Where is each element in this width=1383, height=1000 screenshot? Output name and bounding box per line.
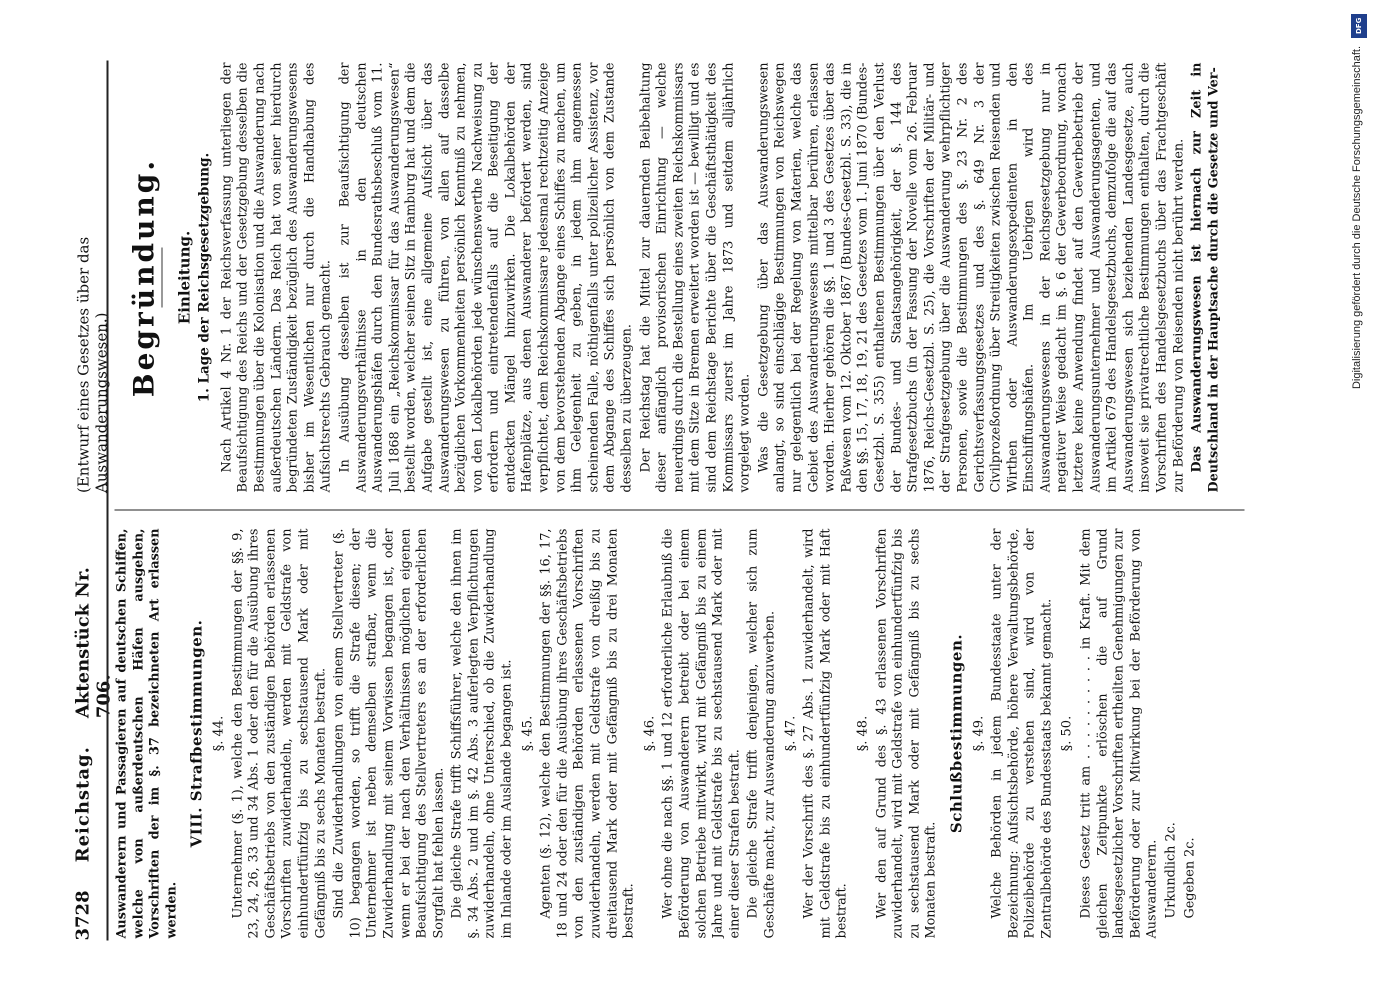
document-reference: Aktenstück Nr. 706. bbox=[72, 566, 114, 718]
paragraph-44-text-3: Die gleiche Strafe trifft Schiffsführer, welche den ihnen im §. 34 Abs. 2 und im §. 42 Abs. 3 auferlegten Verpflichtungen zuwiderhandeln, ohne Unterschied, ob die Zuwiderhandlung im Inlande oder im Auslande begangen ist. bbox=[449, 528, 515, 938]
paragraph-49-text: Welche Behörden in jedem Bundesstaate unter der Bezeichnung: Aufsichtsbehörde, höhere Verwaltungsbehörde, Polizeibehörde zu verstehen sind, wird von der Zentralbehörde des Bundesstaats bekannt gemacht. bbox=[989, 528, 1054, 938]
begruendung-paragraph-3: Der Reichstag hat die Mittel zur dauernden Beibehaltung dieser anfänglich provisorischen Einrichtung — welche neuerdings durch die Bestellung eines zweiten Reichskommissars mit dem Sitze in Bremen erweitert worden ist — bewilligt und es sind dem Reichstage Berichte über die Geschäftsthätigkeit des Kommissars zuerst im Jahre 1873 und seitdem alljährlich vorgelegt worden. bbox=[637, 62, 753, 492]
paragraph-heading-45: §. 45. bbox=[519, 715, 535, 751]
column-divider bbox=[114, 509, 1244, 510]
paragraph-heading-48: §. 48. bbox=[854, 715, 870, 751]
dfg-logo: DFG bbox=[1351, 14, 1367, 38]
einleitung-heading: Einleitung. bbox=[174, 230, 193, 324]
document-title: (Entwurf eines Gesetzes über das Auswanderungswesen.) bbox=[74, 236, 110, 493]
digitization-note bbox=[1349, 8, 1369, 960]
closing-formula-2: Gegeben 2c. bbox=[1181, 836, 1197, 918]
paragraph-46-text-1: Wer ohne die nach §§. 1 und 12 erforderliche Erlaubniß die Beförderung von Auswanderern betreibt oder bei einem solchen Betriebe mitwirkt, wird mit Gefängniß bis zu einem Jahre und mit Geldstrafe bis zu sechstausend Mark oder mit einer dieser Strafen bestraft. bbox=[660, 528, 742, 938]
section-heading-strafbestimmungen: VIII. Strafbestimmungen. bbox=[187, 619, 206, 847]
begruendung-paragraph-5: Das Auswanderungswesen ist hiernach zur Zeit in Deutschland in der Hauptsache durch die Gesetze und Ver- bbox=[1189, 62, 1221, 492]
heading-rule bbox=[161, 247, 162, 307]
paragraph-44-text-1: Unternehmer (§. 1), welche den Bestimmungen der §§. 9, 23, 24, 26, 33 und 34 Abs. 1 oder den für die Ausübung ihres Geschäftsbetriebs von den zuständigen Behörden erlassenen Vorschriften zuwiderhandeln, werden mit Geldstrafe von einhundertfünfzig bis zu sechstausend Mark oder mit Gefängniß bis zu sechs Monaten bestraft. bbox=[229, 528, 328, 938]
intro-text: Auswanderern und Passagieren auf deutschen Schiffen, welche von außerdeutschen Häfen ausgehen, Vorschriften der im §. 37 bezeichneten Art erlassen werden. bbox=[114, 528, 179, 938]
paragraph-heading-44: §. 44. bbox=[210, 715, 226, 751]
begruendung-paragraph-4: Was die Gesetzgebung über das Auswanderungswesen anlangt, so sind einschlägige Bestimmungen von Reichswegen nur gelegentlich bei der Regelung von Materien, welche das Gebiet des Auswanderungswesens mittelbar berühren, erlassen worden. Hierher gehören die §§. 1 und 3 des Gesetzes über das Paßwesen vom 12. Oktober 1867 (Bundes-Gesetzbl. S. 33), die in den §§. 15, 17, 18, 19, 21 des Gesetzes vom 1. Juni 1870 (Bundes-Gesetzbl. S. 355) enthaltenen Bestimmungen über den Verlust der Bundes- und Staatsangehörigkeit, der §. 144 des Strafgesetzbuchs (in der Fassung der Novelle vom 26. Februar 1876, Reichs-Gesetzbl. S. 25), die Vorschriften der Militär- und der Strafgesetzgebung über die Auswanderung wehrpflichtiger Personen, sowie die Bestimmungen des §. 23 Nr. 2 des Gerichtsverfassungsgesetzes und des §. 649 Nr. 3 der Civilprozeßordnung über Streitigkeiten zwischen Reisenden und Wirthen oder Auswanderungsexpedienten in den Einschiffungshäfen. Im Uebrigen wird des Auswanderungswesens in der Reichsgesetzgebung nur in negativer Weise gedacht im §. 6 der Gewerbeordnung, wonach letztere keine Anwendung findet auf den Gewerbebetrieb der Auswanderungsunternehmer und Auswanderungsagenten, und im Artikel 679 des Handelsgesetzbuchs, demzufolge die auf das Auswanderungswesen sich beziehenden Landesgesetze, auch insoweit sie privatrechtliche Bestimmungen enthalten, durch die Vorschriften des Handelsgesetzbuchs über das Frachtgeschäft zur Beförderung von Reisenden nicht berührt werden. bbox=[755, 62, 1186, 492]
right-column bbox=[114, 62, 1344, 492]
begruendung-heading: Begründung. bbox=[127, 157, 160, 397]
begruendung-paragraph-2: In Ausübung desselben ist zur Beaufsichtigung der Auswanderungsverhältnisse in den deutschen Auswanderungshäfen durch den Bundesrathsbeschluß vom 11. Juli 1868 ein „Reichskommissar für das Auswanderungswesen“ bestellt worden, welcher seinen Sitz in Hamburg hat und dem die Aufgabe gestellt ist, eine allgemeine Aufsicht über das Auswanderungswesen zu führen, von allen auf dasselbe bezüglichen Vorkommenheiten persönlich Kenntniß zu nehmen, von den Lokalbehörden jede wünschenswerthe Nachweisung zu erfordern und eintretendenfalls auf die Beseitigung der entdeckten Mängel hinzuwirken. Die Lokalbehörden der Hafenplätze, aus denen Auswanderer befördert werden, sind verpflichtet, dem Reichskommissare jedesmal rechtzeitig Anzeige von dem bevorstehenden Abgange eines Schiffes zu machen, um ihm Gelegenheit zu geben, in jedem ihm angemessen scheinenden Falle, nöthigenfalls unter polizeilicher Assistenz, vor dem Abgange des Schiffes sich persönlich von dem Zustande desselben zu überzeugen. bbox=[336, 62, 635, 492]
header-rule bbox=[106, 60, 108, 940]
paragraph-heading-50: §. 50. bbox=[1059, 715, 1075, 751]
publisher-label: Reichstag. bbox=[72, 745, 93, 862]
digitization-note-text: Digitalisierung gefördert durch die Deutsche Forschungsgemeinschaft. bbox=[1351, 46, 1363, 390]
page-number: 3728 bbox=[72, 889, 93, 940]
left-column bbox=[114, 528, 1344, 938]
paragraph-50-text: Dieses Gesetz tritt am . . . . . . . . . . in Kraft. Mit dem gleichen Zeitpunkte erlöschen die auf Grund landesgesetzlicher Vorschriften ertheilten Genehmigungen zur Beförderung oder zur Mitwirkung bei der Beförderung von Auswanderern. bbox=[1078, 528, 1160, 938]
paragraph-45-text: Agenten (§. 12), welche den Bestimmungen der §§. 16, 17, 18 und 24 oder den für die Ausübung ihres Geschäftsbetriebs von den zuständigen Behörden erlassenen Vorschriften zuwiderhandeln, werden mit Geldstrafe von dreißig bis zu dreitausend Mark oder mit Gefängniß bis zu drei Monaten bestraft. bbox=[538, 528, 637, 938]
reichsgesetzgebung-heading: 1. Lage der Reichsgesetzgebung. bbox=[196, 152, 213, 402]
closing-formula-1: Urkundlich 2c. bbox=[1163, 821, 1179, 918]
page-header bbox=[72, 60, 114, 940]
paragraph-48-text: Wer den auf Grund des §. 43 erlassenen Vorschriften zuwiderhandelt, wird mit Geldstrafe von einhundertfünfzig bis zu sechstausend Mark oder mit Gefängniß bis zu sechs Monaten bestraft. bbox=[873, 528, 939, 938]
paragraph-46-text-2: Die gleiche Strafe trifft denjenigen, welcher sich zum Geschäfte macht, zur Auswanderung anzuwerben. bbox=[745, 528, 777, 938]
section-heading-schlussbestimmungen: Schlußbestimmungen. bbox=[946, 633, 965, 833]
paragraph-heading-47: §. 47. bbox=[782, 715, 798, 751]
paragraph-heading-49: §. 49. bbox=[970, 715, 986, 751]
paragraph-44-text-2: Sind die Zuwiderhandlungen von einem Stellvertreter (§. 10) begangen worden, so trifft die Strafe diesen; der Unternehmer ist neben demselben strafbar, wenn die Zuwiderhandlung mit seinem Vorwissen begangen ist, oder wenn er bei der nach den Verhältnissen möglichen eigenen Beaufsichtigung des Stellvertreters es an der erforderlichen Sorgfalt hat fehlen lassen. bbox=[331, 528, 446, 938]
paragraph-heading-46: §. 46. bbox=[641, 715, 657, 751]
begruendung-paragraph-1: Nach Artikel 4 Nr. 1 der Reichsverfassung unterliegen der Beaufsichtigung des Reichs und der Gesetzgebung desselben die Bestimmungen über die Kolonisation und die Auswanderung nach außerdeutschen Ländern. Das Reich hat von seiner hierdurch begründeten Zuständigkeit bezüglich des Auswanderungswesens bisher im Wesentlichen nur durch die Handhabung des Aufsichtsrechts Gebrauch gemacht. bbox=[218, 62, 334, 492]
paragraph-47-text: Wer der Vorschrift des §. 27 Abs. 1 zuwiderhandelt, wird mit Geldstrafe bis zu einhundertfünfzig Mark oder mit Haft bestraft. bbox=[801, 528, 850, 938]
